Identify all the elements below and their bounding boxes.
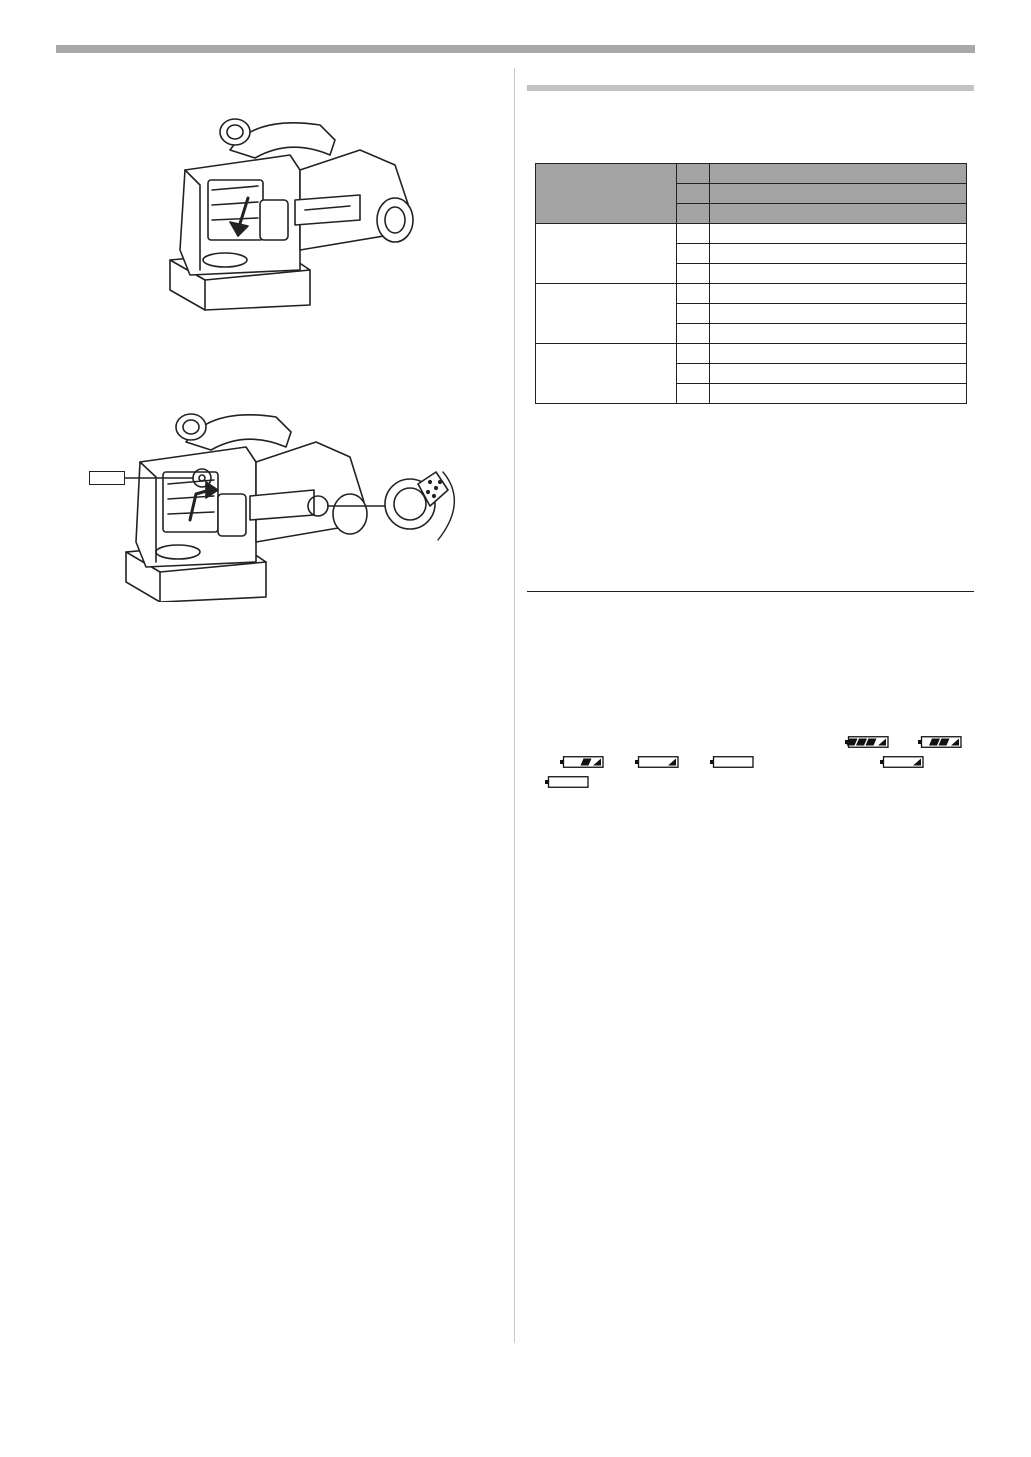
table-header-cell [536, 164, 677, 224]
table-cell [677, 364, 710, 384]
table-header-cell [710, 204, 967, 224]
table-cell [710, 384, 967, 404]
table-cell [677, 344, 710, 364]
table-cell [677, 324, 710, 344]
table-cell [677, 264, 710, 284]
table-cell [677, 284, 710, 304]
table-cell [677, 384, 710, 404]
battery-full-icon [845, 736, 889, 748]
section-divider-line [527, 591, 974, 592]
table-header-cell [710, 184, 967, 204]
table-cell [536, 284, 677, 344]
table-cell [677, 224, 710, 244]
table-cell [677, 244, 710, 264]
table-cell [710, 344, 967, 364]
battery-empty-icon [545, 776, 589, 788]
table-cell [536, 344, 677, 404]
charging-time-table [535, 163, 967, 404]
battery-empty-icon [710, 756, 754, 768]
callout-label-box [89, 471, 125, 485]
table-cell [710, 364, 967, 384]
table-cell [710, 244, 967, 264]
table-cell [536, 224, 677, 284]
table-header-cell [677, 164, 710, 184]
battery-half-icon [560, 756, 604, 768]
table-cell [710, 324, 967, 344]
battery-quarter-icon [880, 756, 924, 768]
table-cell [710, 264, 967, 284]
table-cell [710, 224, 967, 244]
table-header-cell [677, 184, 710, 204]
table-row [536, 164, 967, 184]
table-cell [710, 284, 967, 304]
table-header-cell [710, 164, 967, 184]
table-row [536, 344, 967, 364]
column-divider [514, 68, 515, 1343]
table-cell [710, 304, 967, 324]
battery-quarter-icon [635, 756, 679, 768]
table-header-cell [677, 204, 710, 224]
table-cell [677, 304, 710, 324]
section-rule [527, 85, 974, 91]
table-row [536, 224, 967, 244]
top-rule [56, 45, 975, 53]
camcorder-battery-insert-figure [160, 110, 430, 315]
camcorder-battery-release-figure [118, 402, 478, 602]
battery-two-thirds-icon [918, 736, 962, 748]
table-row [536, 284, 967, 304]
